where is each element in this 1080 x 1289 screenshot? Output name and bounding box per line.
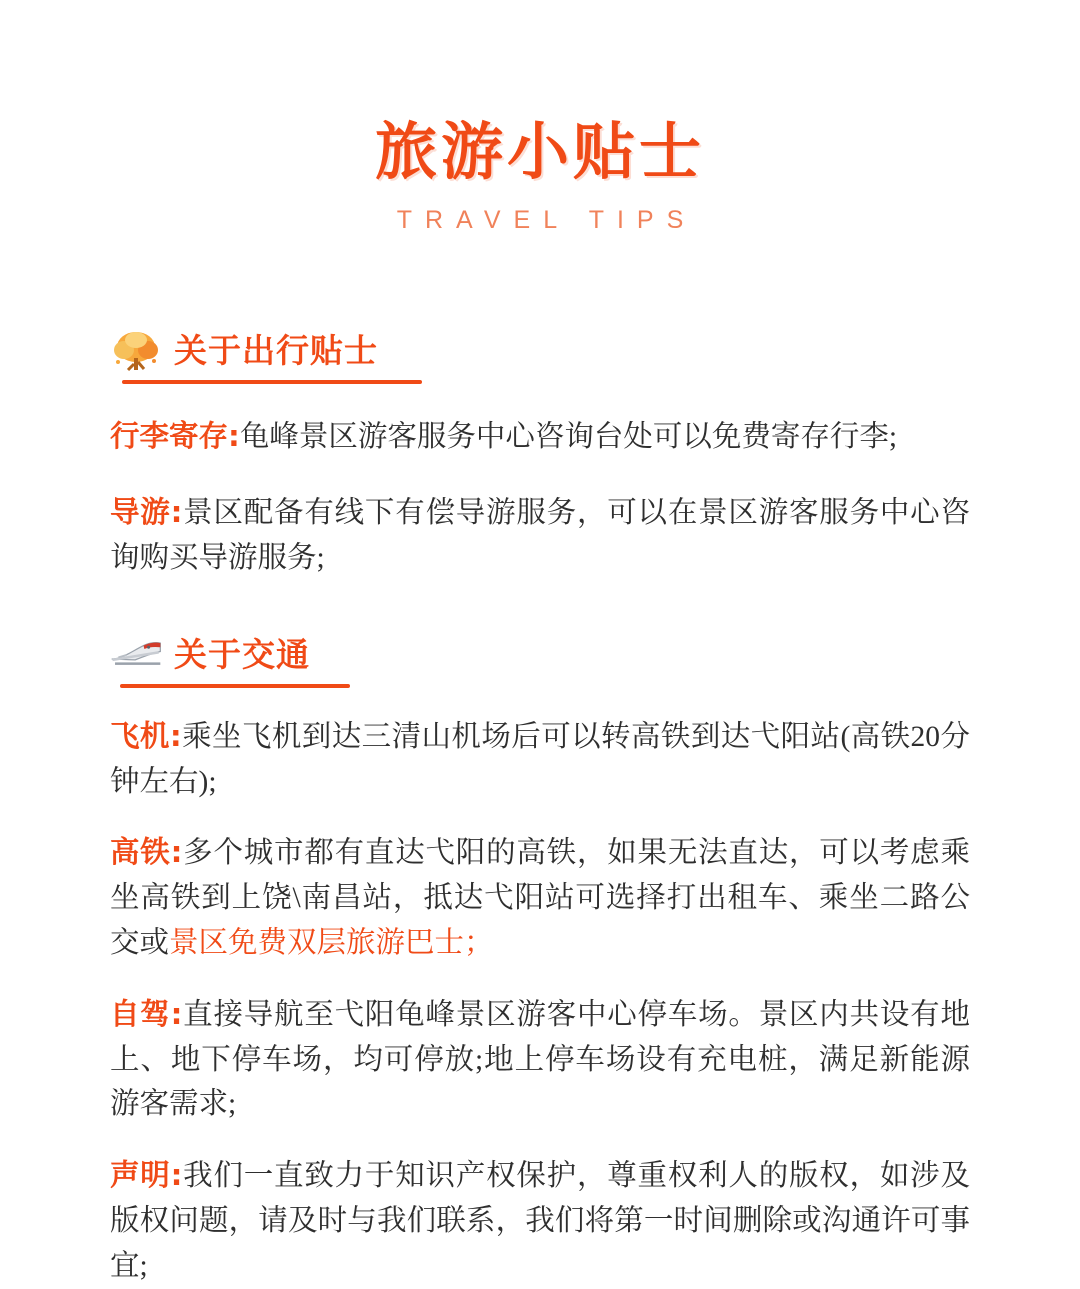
tip-luggage-label: 行李寄存: bbox=[110, 419, 240, 454]
section-underline bbox=[122, 380, 422, 384]
section-travel-tips bbox=[110, 325, 970, 580]
traffic-statement bbox=[110, 1153, 970, 1288]
traffic-drive-text: 直接导航至弋阳龟峰景区游客中心停车场。景区内共设有地上、地下停车场，均可停放;地上停车场设有充电桩，满足新能源游客需求; bbox=[110, 998, 970, 1121]
tip-luggage-text: 龟峰景区游客服务中心咨询台处可以免费寄存行李; bbox=[239, 421, 898, 454]
section-traffic bbox=[110, 629, 970, 1289]
section-underline bbox=[120, 684, 350, 688]
traffic-self-drive bbox=[110, 992, 970, 1127]
page-title: 旅游小贴士 bbox=[374, 115, 705, 188]
section-traffic-heading bbox=[110, 629, 970, 680]
traffic-drive-label: 自驾: bbox=[110, 996, 183, 1031]
traffic-rail-highlight: 景区免费双层旅游巴士； bbox=[169, 926, 494, 959]
train-icon bbox=[110, 631, 162, 677]
section-travel-tips-heading bbox=[110, 325, 970, 376]
tip-guide-label: 导游: bbox=[110, 495, 183, 530]
tip-guide-text: 景区配备有线下有偿导游服务，可以在景区游客服务中心咨询购买导游服务; bbox=[110, 497, 970, 574]
traffic-plane-text: 乘坐飞机到达三清山机场后可以转高铁到达弋阳站(高铁20分钟左右); bbox=[110, 720, 970, 798]
page-header bbox=[110, 0, 970, 235]
traffic-rail-label: 高铁: bbox=[110, 835, 183, 870]
traffic-rail-text: 多个城市都有直达弋阳的高铁，如果无法直达，可以考虑乘坐高铁到上饶\南昌站，抵达弋阳站可选择打出租车、乘坐二路公交或 bbox=[110, 837, 970, 959]
tip-luggage bbox=[110, 414, 970, 460]
traffic-plane-label: 飞机: bbox=[110, 718, 182, 753]
tree-icon bbox=[110, 328, 162, 374]
statement-text: 我们一直致力于知识产权保护，尊重权利人的版权，如涉及版权问题，请及时与我们联系，我们将第一时间删除或沟通许可事宜; bbox=[110, 1160, 970, 1282]
section-title-travel-tips: 关于出行贴士 bbox=[174, 331, 378, 371]
page-subtitle: TRAVEL TIPS bbox=[396, 206, 697, 235]
tip-guide bbox=[110, 490, 970, 581]
traffic-plane bbox=[110, 714, 970, 805]
section-title-traffic: 关于交通 bbox=[174, 634, 310, 674]
traffic-highspeed-rail bbox=[110, 830, 970, 965]
statement-label: 声明: bbox=[110, 1158, 183, 1193]
